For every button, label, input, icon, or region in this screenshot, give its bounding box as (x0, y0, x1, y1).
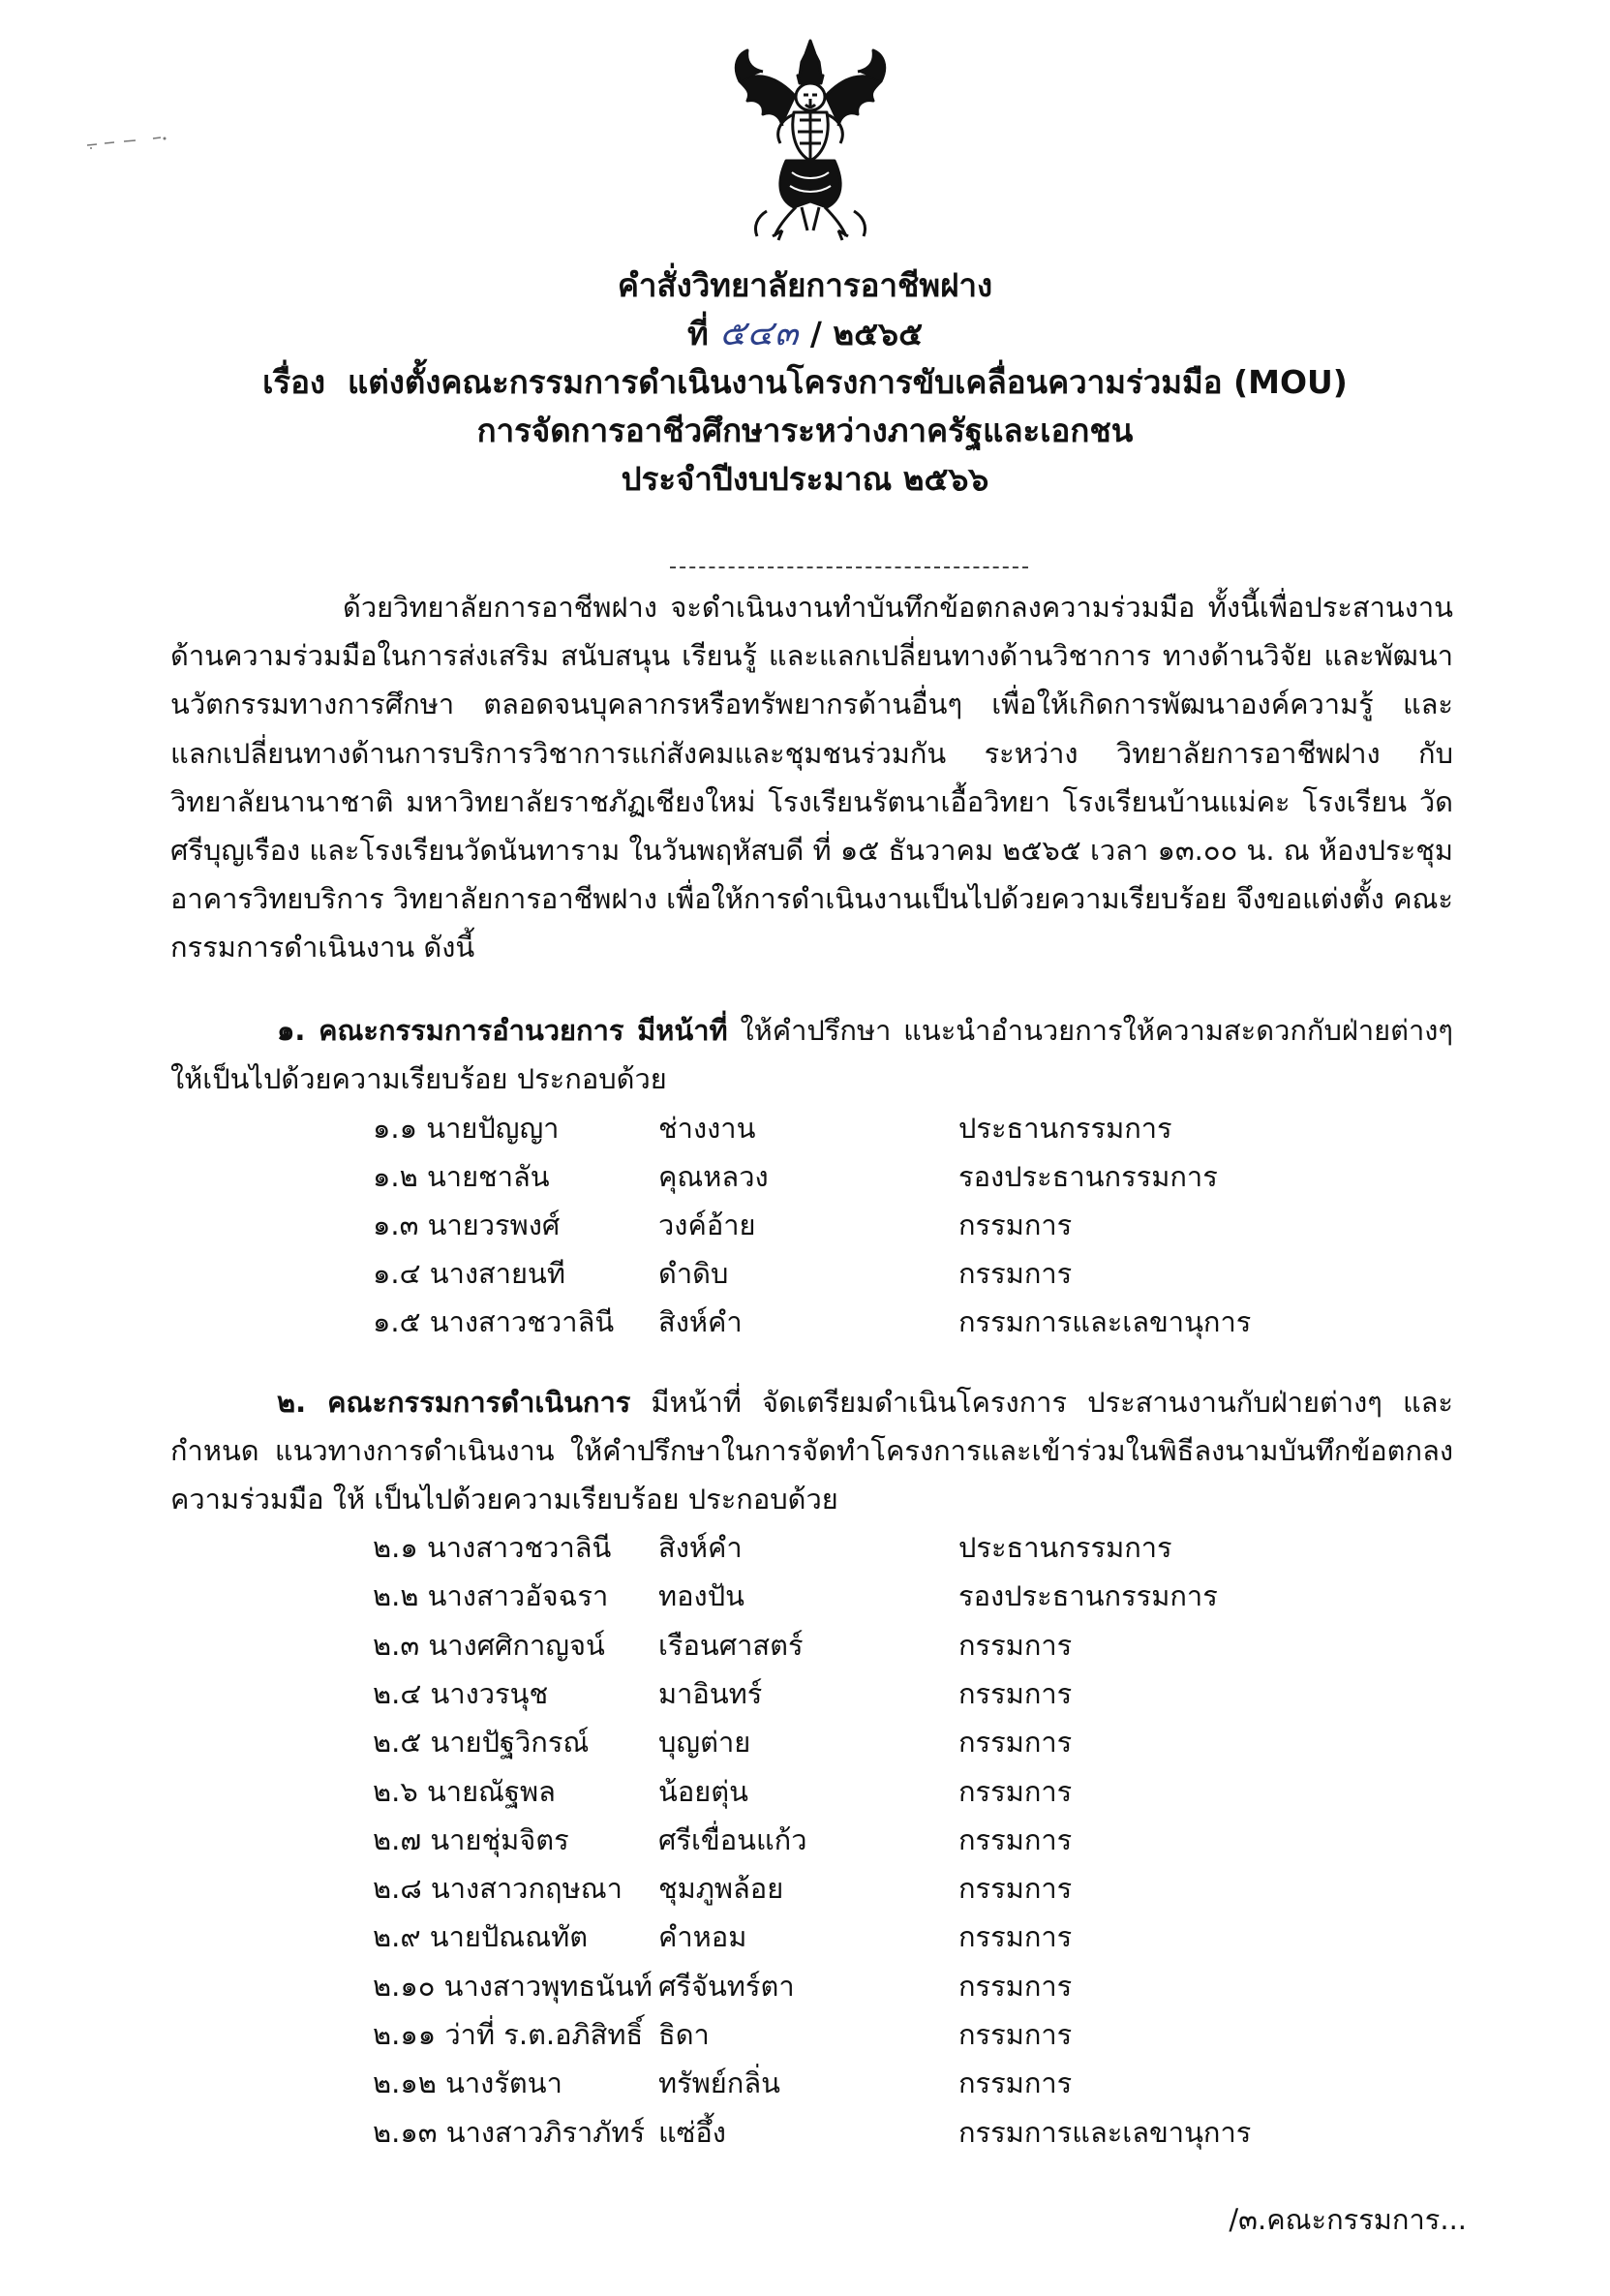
member-name: ๒.๑ นางสาวชวาลินี (373, 1531, 612, 1564)
member-surname: สิงห์คำ (658, 1305, 743, 1338)
member-surname: แซ่อึ้ง (658, 2115, 726, 2149)
member-surname: ทองปัน (658, 1579, 744, 1613)
member-role: กรรมการ (958, 1969, 1073, 2003)
member-surname: เรือนศาสตร์ (658, 1628, 804, 1662)
member-name: ๒.๗ นายชุ่มจิตร (373, 1822, 569, 1856)
order-number-year: ๒๕๖๕ (833, 315, 924, 352)
member-role: กรรมการ (958, 1257, 1073, 1290)
member-surname: คุณหลวง (658, 1160, 769, 1193)
committee-1-heading: ๑. คณะกรรมการอำนวยการ มีหน้าที่ (277, 1014, 728, 1047)
committee-2-heading: ๒. คณะกรรมการดำเนินการ (277, 1386, 631, 1419)
subject-line-2: การจัดการอาชีวศึกษาระหว่างภาครัฐและเอกชน (476, 412, 1134, 449)
member-surname: ศรีจันทร์ตา (658, 1969, 795, 2003)
member-name: ๒.๑๒ นางรัตนา (373, 2066, 562, 2100)
member-role: กรรมการ (958, 1628, 1073, 1662)
member-role: กรรมการ (958, 1676, 1073, 1710)
order-header (194, 261, 1416, 504)
member-surname: ช่างงาน (658, 1112, 756, 1145)
member-role: รองประธานกรรมการ (958, 1160, 1218, 1193)
member-role: กรรมการ (958, 1872, 1073, 1906)
member-role: กรรมการ (958, 1209, 1073, 1241)
member-role: กรรมการและเลขานุการ (958, 2115, 1252, 2149)
member-role: กรรมการ (958, 1774, 1073, 1808)
subject-line-1 (194, 358, 1416, 407)
member-surname: สิงห์คำ (658, 1531, 743, 1564)
member-name: ๒.๓ นางศศิกาญจน์ (373, 1628, 605, 1662)
member-name: ๒.๔ นางวรนุช (373, 1676, 549, 1710)
member-name: ๒.๖ นายณัฐพล (373, 1774, 556, 1808)
member-name: ๒.๕ นายปัฐวิกรณ์ (373, 1726, 590, 1760)
subject-line-3: ประจำปีงบประมาณ ๒๕๖๖ (621, 460, 989, 498)
committee-2-duty: มีหน้าที่ จัดเตรียมดำเนินโครงการ ประสานงานกับฝ่ายต่างๆ และกำหนด แนวทางการดำเนินงาน ให้คำปรึกษาในการจัดทำโครงการและเข้าร่วมในพิธีลงนามบันทึกข้อตกลงความร่วมมือ ให้ เป็นไปด้วยความเรียบร้อย ประกอบด้วย (170, 1386, 1453, 1515)
member-role: รองประธานกรรมการ (958, 1579, 1218, 1613)
member-role: กรรมการ (958, 1920, 1073, 1954)
member-name: ๒.๑๑ ว่าที่ ร.ต.อภิสิทธิ์ (373, 2018, 644, 2051)
member-role: กรรมการ (958, 2018, 1073, 2051)
member-surname: ทรัพย์กลิ่น (658, 2066, 780, 2100)
member-surname: ธิดา (658, 2018, 710, 2051)
member-name: ๒.๑๐ นางสาวพุทธนันท์ (373, 1969, 653, 2003)
member-name: ๑.๕ นางสาวชวาลินี (373, 1305, 615, 1338)
member-role: กรรมการและเลขานุการ (958, 1305, 1252, 1338)
member-name: ๑.๔ นางสายนที (373, 1257, 565, 1290)
member-role: กรรมการ (958, 1726, 1073, 1760)
member-name: ๒.๙ นายปัณณทัต (373, 1920, 589, 1954)
intro-paragraph (170, 583, 1453, 972)
member-name: ๑.๒ นายชาลัน (373, 1160, 550, 1193)
intro-text: ด้วยวิทยาลัยการอาชีพฝาง จะดำเนินงานทำบันทึกข้อตกลงความร่วมมือ ทั้งนี้เพื่อประสานงาน ด้านความร่วมมือในการส่งเสริม สนับสนุน เรียนรู้ และแลกเปลี่ยนทางด้านวิชาการ ทางด้านวิจัย และพัฒนา นวัตกรรมทางการศึกษา ตลอดจนบุคลากรหรือทรัพยากรด้านอื่นๆ เพื่อให้เกิดการพัฒนาองค์ความรู้ และ แลกเปลี่ยนทางด้านการบริการวิชาการแก่สังคมและชุมชนร่วมกัน ระหว่าง วิทยาลัยการอาชีพฝาง กับ วิทยาลัยนานาชาติ มหาวิทยาลัยราชภัฏเชียงใหม่ โรงเรียนรัตนาเอื้อวิทยา โรงเรียนบ้านแม่คะ โรงเรียน วัดศรีบุญเรือง และโรงเรียนวัดนันทาราม ในวันพฤหัสบดี ที่ ๑๕ ธันวาคม ๒๕๖๕ เวลา ๑๓.๐๐ น. ณ ห้องประชุม อาคารวิทยบริการ วิทยาลัยการอาชีพฝาง เพื่อให้การดำเนินงานเป็นไปด้วยความเรียบร้อย จึงขอแต่งตั้ง คณะกรรมการดำเนินงาน ดังนี้ (170, 591, 1453, 964)
subject-label: เรื่อง (262, 363, 326, 401)
member-name: ๒.๒ นางสาวอัจฉรา (373, 1579, 609, 1613)
scan-mark (85, 136, 172, 149)
member-name: ๑.๑ นายปัญญา (373, 1112, 560, 1145)
member-surname: มาอินทร์ (658, 1676, 763, 1710)
committee-2-description (170, 1378, 1453, 1523)
member-name: ๒.๘ นางสาวกฤษณา (373, 1872, 623, 1906)
committee-1-description (170, 1006, 1453, 1103)
member-role: ประธานกรรมการ (958, 1531, 1172, 1564)
member-role: ประธานกรรมการ (958, 1112, 1172, 1145)
member-surname: บุญต่าย (658, 1726, 751, 1760)
member-name: ๒.๑๓ นางสาวภิราภัทร์ (373, 2115, 646, 2149)
member-surname: ดำดิบ (658, 1257, 729, 1290)
member-surname: น้อยตุ่น (658, 1774, 748, 1808)
member-surname: ชุมภูพล้อย (658, 1872, 784, 1906)
order-number-separator: / (809, 315, 822, 352)
subject-text-1: แต่งตั้งคณะกรรมการดำเนินงานโครงการขับเคลื่อนความร่วมมือ (MOU) (348, 363, 1348, 401)
order-number-prefix: ที่ (686, 315, 709, 352)
member-name: ๑.๓ นายวรพงศ์ (373, 1209, 561, 1241)
committee-1-duty: ให้คำปรึกษา แนะนำอำนวยการให้ความสะดวกกับฝ่ายต่างๆ ให้เป็นไปด้วยความเรียบร้อย ประกอบด้วย (170, 1014, 1453, 1095)
order-number-handwritten: ๕๔๓ (719, 314, 800, 353)
header-divider (670, 566, 1028, 568)
garuda-emblem (718, 37, 902, 245)
member-surname: วงค์อ้าย (658, 1209, 756, 1241)
order-number (194, 310, 1416, 358)
member-surname: ศรีเขื่อนแก้ว (658, 1822, 807, 1856)
member-role: กรรมการ (958, 1822, 1073, 1856)
continuation-note: /๓.คณะกรรมการ... (1229, 2203, 1467, 2236)
order-title: คำสั่งวิทยาลัยการอาชีพฝาง (617, 266, 993, 304)
member-role: กรรมการ (958, 2066, 1073, 2100)
member-surname: คำหอม (658, 1920, 747, 1954)
